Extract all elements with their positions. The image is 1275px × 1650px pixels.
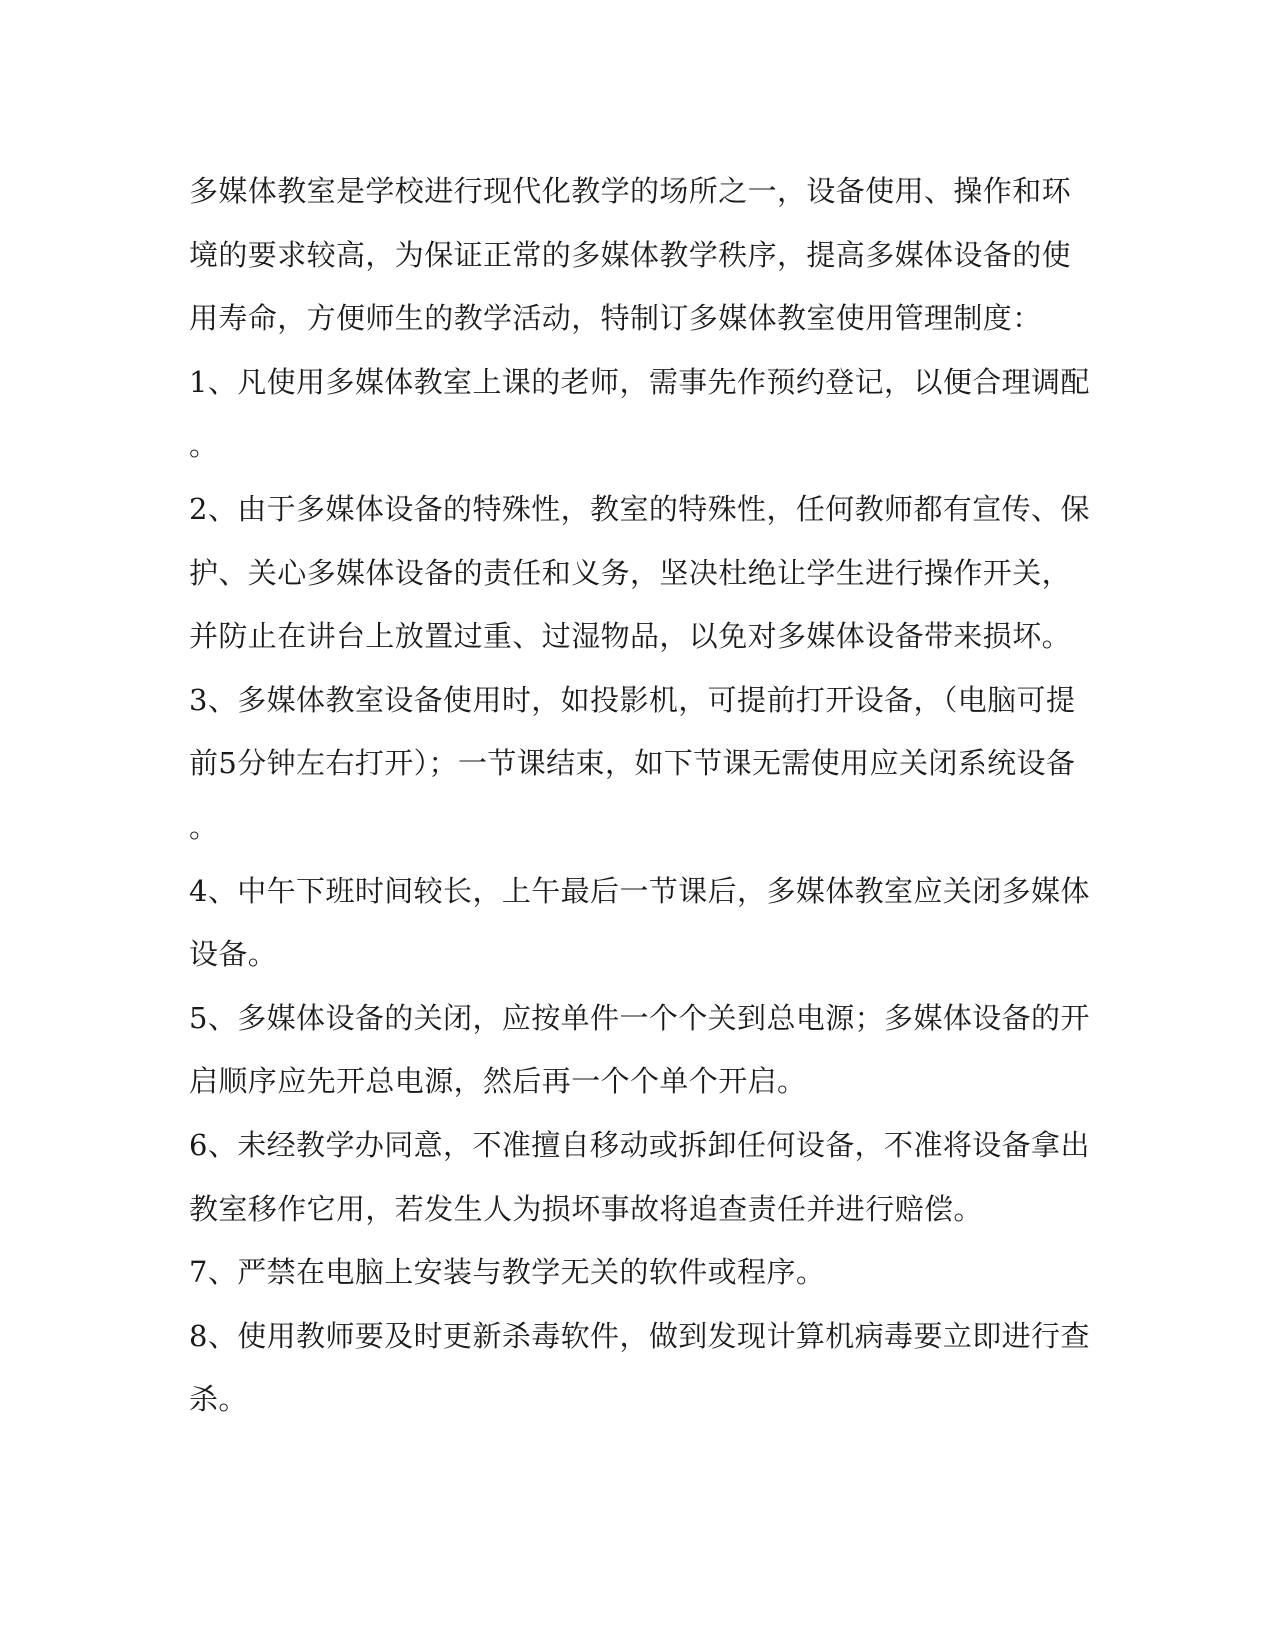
intro-line-2: 境的要求较高，为保证正常的多媒体教学秩序，提高多媒体设备的使	[189, 237, 1072, 272]
rule-6-line-2: 教室移作它用，若发生人为损坏事故将追查责任并进行赔偿。	[189, 1191, 983, 1226]
rule-4-line-1: 4、中午下班时间较长，上午最后一节课后，多媒体教室应关闭多媒体	[189, 873, 1090, 908]
intro-line-1: 多媒体教室是学校进行现代化教学的场所之一，设备使用、操作和环	[189, 174, 1072, 208]
rule-3-line-3: 。	[189, 809, 219, 844]
rule-2-line-3: 并防止在讲台上放置过重、过湿物品，以免对多媒体设备带来损坏。	[189, 619, 1072, 654]
rule-3-line-2: 前5分钟左右打开）；一节课结束，如下节课无需使用应关闭系统设备	[189, 746, 1076, 781]
rule-4-line-2: 设备。	[189, 937, 278, 972]
rule-1-line-2: 。	[189, 428, 219, 463]
rule-2-line-1: 2、由于多媒体设备的特殊性，教室的特殊性，任何教师都有宣传、保	[189, 491, 1090, 526]
rule-8-line-2: 杀。	[189, 1382, 248, 1417]
rule-8-line-1: 8、使用教师要及时更新杀毒软件，做到发现计算机病毒要立即进行查	[189, 1318, 1090, 1353]
rule-5-line-2: 启顺序应先开总电源，然后再一个个单个开启。	[189, 1064, 807, 1099]
rule-7-line-1: 7、严禁在电脑上安装与教学无关的软件或程序。	[189, 1255, 826, 1290]
rule-2-line-2: 护、关心多媒体设备的责任和义务，坚决杜绝让学生进行操作开关，	[189, 555, 1072, 590]
rule-1-line-1: 1、凡使用多媒体教室上课的老师，需事先作预约登记，以便合理调配	[189, 364, 1090, 399]
rule-6-line-1: 6、未经教学办同意，不准擅自移动或拆卸任何设备，不准将设备拿出	[189, 1127, 1090, 1162]
rule-3-line-1: 3、多媒体教室设备使用时，如投影机，可提前打开设备，（电脑可提	[189, 682, 1076, 717]
document-body	[189, 160, 1089, 1432]
intro-line-3: 用寿命，方便师生的教学活动，特制订多媒体教室使用管理制度：	[189, 301, 1042, 336]
rule-5-line-1: 5、多媒体设备的关闭，应按单件一个个关到总电源；多媒体设备的开	[189, 1000, 1090, 1035]
